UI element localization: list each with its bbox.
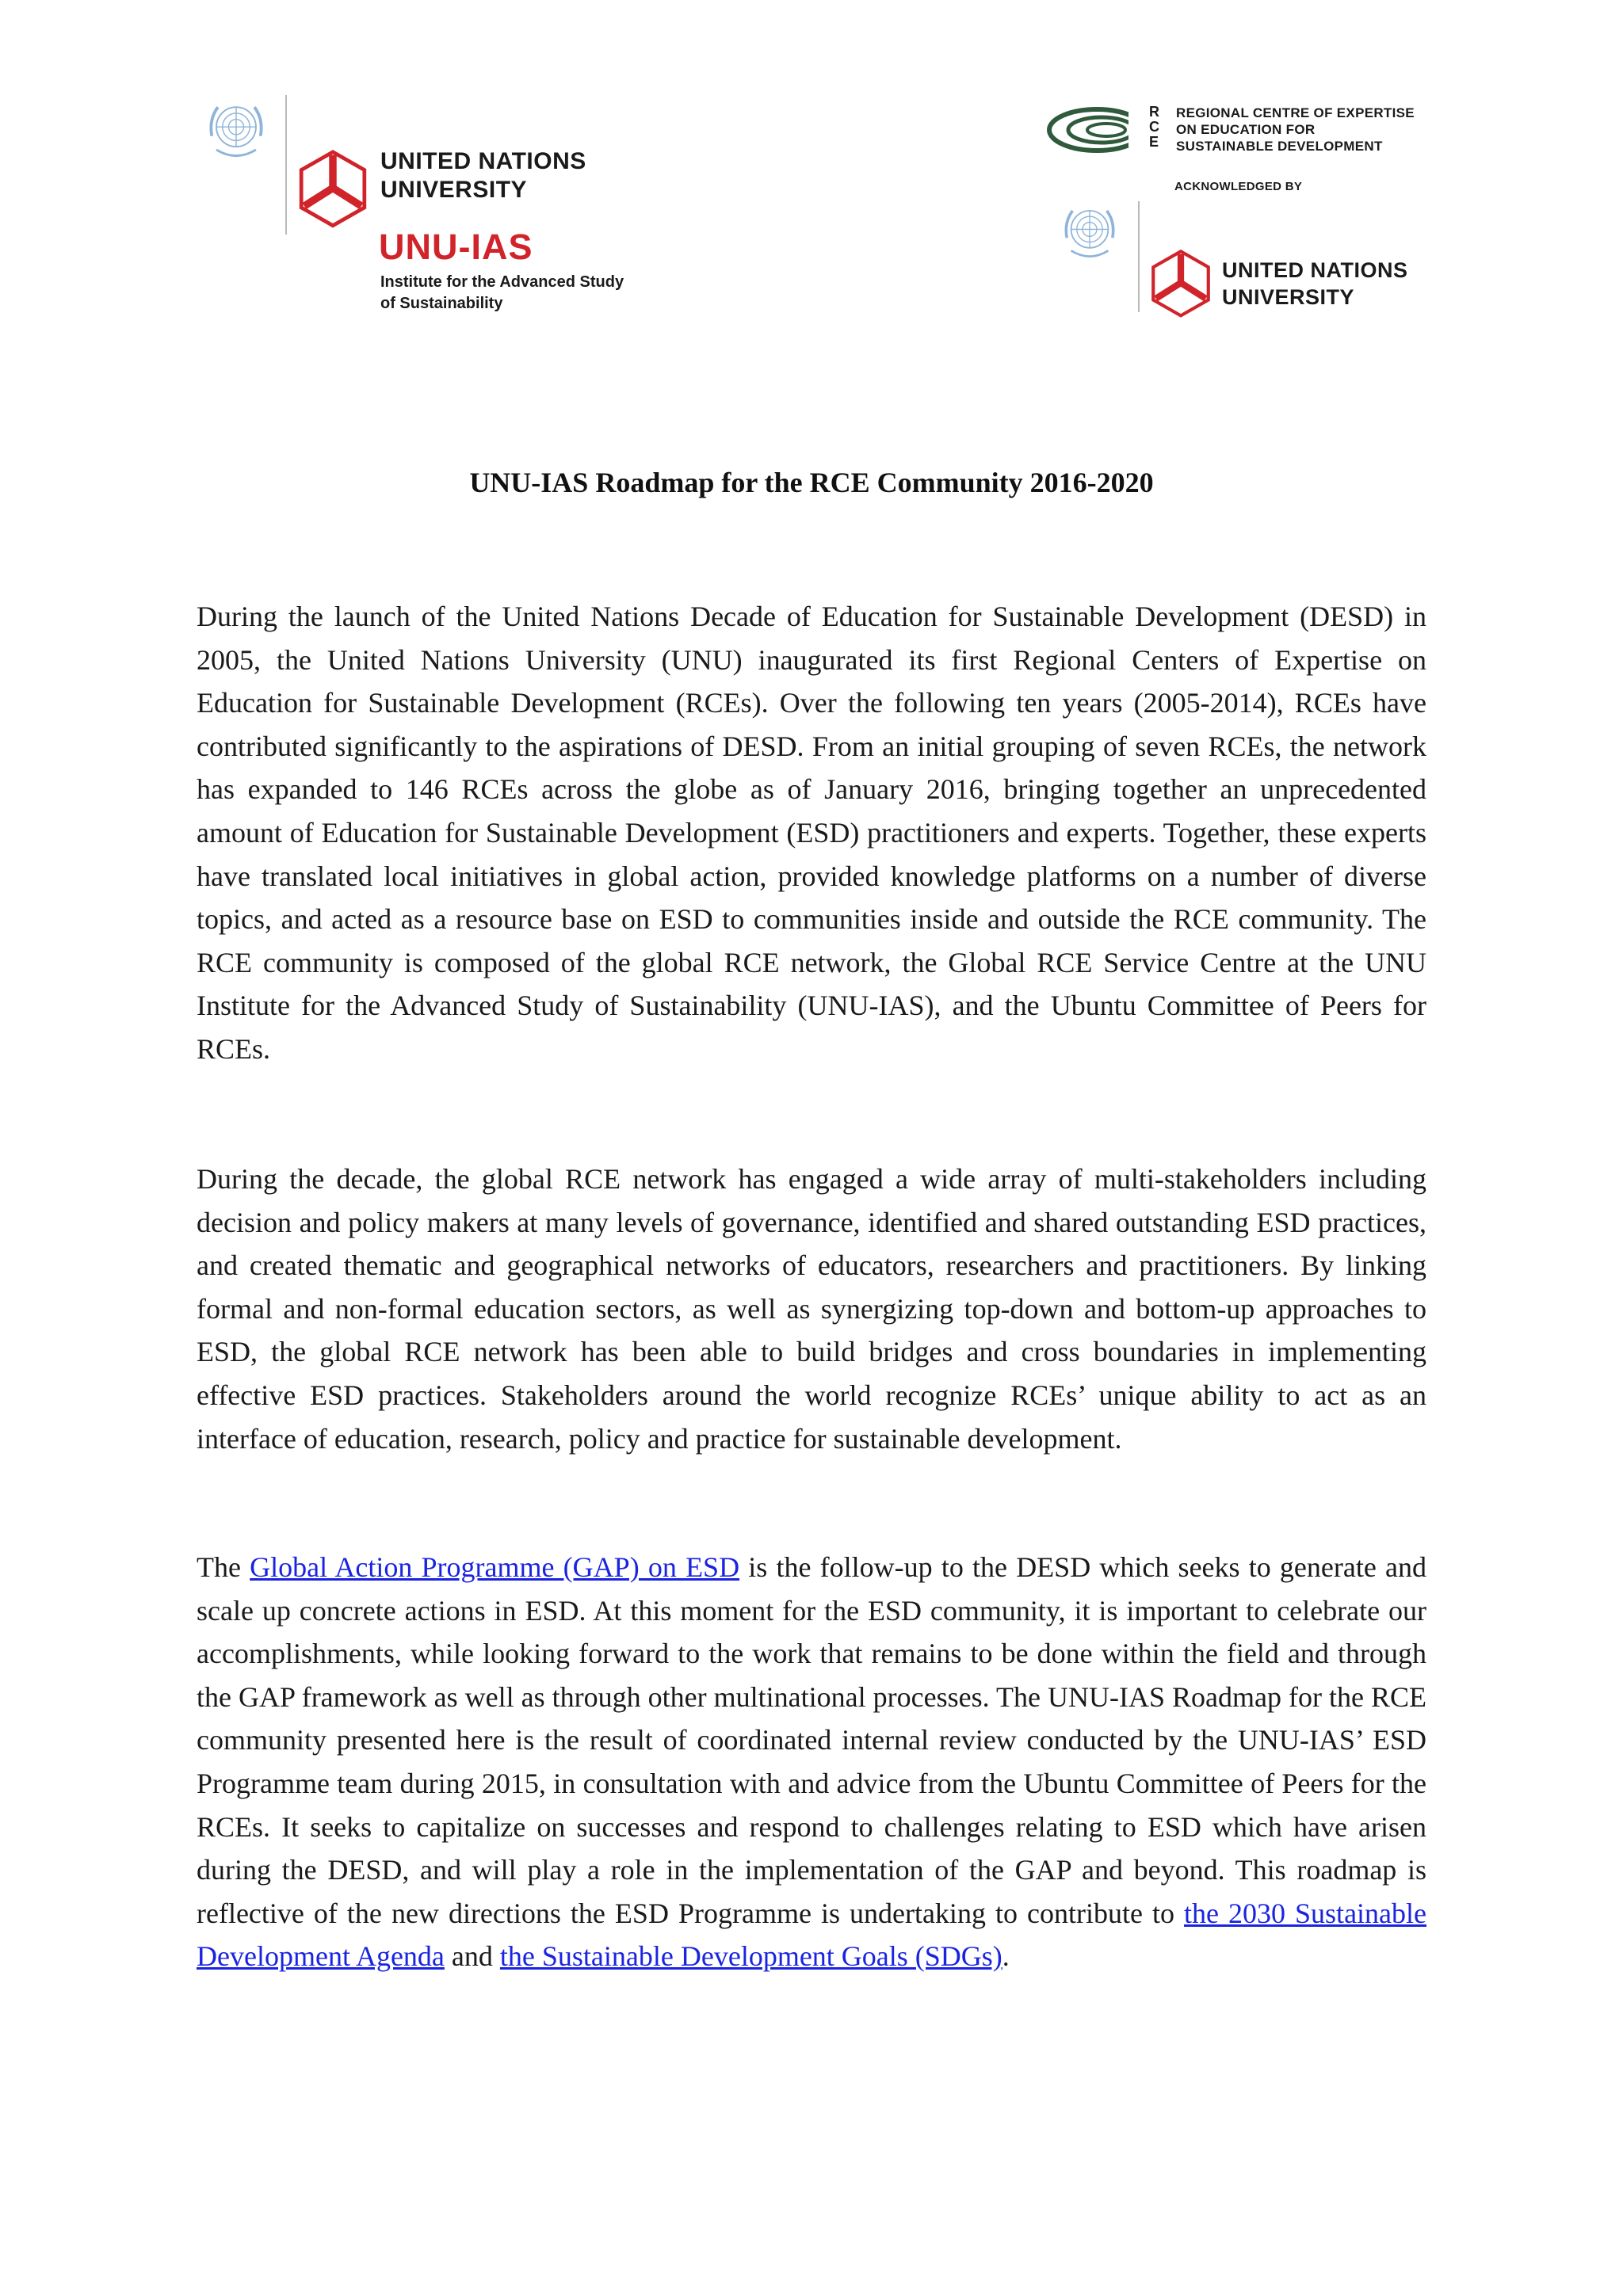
un-emblem-icon [1054,196,1125,268]
unu-mark-icon [295,149,371,236]
rce-title: REGIONAL CENTRE OF EXPERTISE ON EDUCATION FOR SUSTAINABLE DEVELOPMENT [1176,105,1415,154]
document-title: UNU-IAS Roadmap for the RCE Community 2016-2020 [469,467,1154,498]
paragraph-3: The Global Action Programme (GAP) on ESD is the follow-up to the DESD which seeks to generate and scale up concrete actions in ESD. At this moment for the ESD community, it is important to celebrate our accomplishments, while looking forward to the work that remains to be done within the field and through the GAP framework as well as through other multinational processes. The UNU-IAS Roadmap for the RCE community presented here is the result of coordinated internal review conducted by the UNU-IAS’ ESD Programme team during 2015, in consultation with and advice from the Ubuntu Committee of Peers for the RCEs. It seeks to capitalize on successes and respond to challenges relating to ESD which have arisen during the DESD, and will play a role in the implementation of the GAP and beyond. This roadmap is reflective of the new directions the ESD Programme is undertaking to contribute to the 2030 Sustainable Development Agenda and the Sustainable Development Goals (SDGs). [197,1551,1427,1973]
gap-esd-link[interactable]: Global Action Programme (GAP) on ESD [250,1551,740,1583]
rce-letters: R C E [1149,104,1159,150]
unu-wordmark: UNITED NATIONS UNIVERSITY [1222,258,1408,309]
paragraph-2: During the decade, the global RCE network has engaged a wide array of multi-stakeholders including decision and policy makers at many levels of governance, identified and shared outstanding ESD practices, and created thematic and geographical networks of educators, researchers and practitioners. By linking formal and non-formal education sectors, as well as synergizing top-down and bottom-up approaches to ESD, the global RCE network has been able to build bridges and cross boundaries in implementing effective ESD practices. Stakeholders around the world recognize RCEs’ unique ability to act as an interface of education, research, policy and practice for sustainable development. [197,1163,1426,1455]
unu-ias-wordmark: UNU-IAS [379,227,533,267]
logo-divider [285,95,287,235]
unu-mark-icon [1148,249,1214,325]
agenda-2030-link[interactable]: the 2030 Sustainable Development Agenda [197,1897,1427,1973]
logo-divider [1138,201,1140,312]
unu-wordmark: UNITED NATIONS UNIVERSITY [380,148,586,203]
institute-name: Institute for the Advanced Study of Sustainability [380,273,624,312]
rce-swirl-icon [1046,105,1148,155]
sdgs-link[interactable]: the Sustainable Development Goals (SDGs) [499,1940,1002,1973]
un-emblem-icon [198,92,274,168]
unu-ias-logo [198,92,674,330]
paragraph-1: During the launch of the United Nations Decade of Education for Sustainable Development (DESD) in 2005, the United Nations University (UNU) inaugurated its first Regional Centers of Expertise on Education for Sustainable Development (RCEs). Over the following ten years (2005-2014), RCEs have contributed significantly to the aspirations of DESD. From an initial grouping of seven RCEs, the network has expanded to 146 RCEs across the globe as of January 2016, bringing together an unprecedented amount of Education for Sustainable Development (ESD) practitioners and experts. Together, these experts have translated local initiatives in global action, provided knowledge platforms on a number of diverse topics, and acted as a resource base on ESD to communities inside and outside the RCE community. The RCE community is composed of the global RCE network, the Global RCE Service Centre at the UNU Institute for the Advanced Study of Sustainability (UNU-IAS), and the Ubuntu Committee of Peers for RCEs. [197,601,1426,1065]
acknowledged-by: ACKNOWLEDGED BY [1174,180,1303,193]
rce-logo [1046,101,1458,331]
